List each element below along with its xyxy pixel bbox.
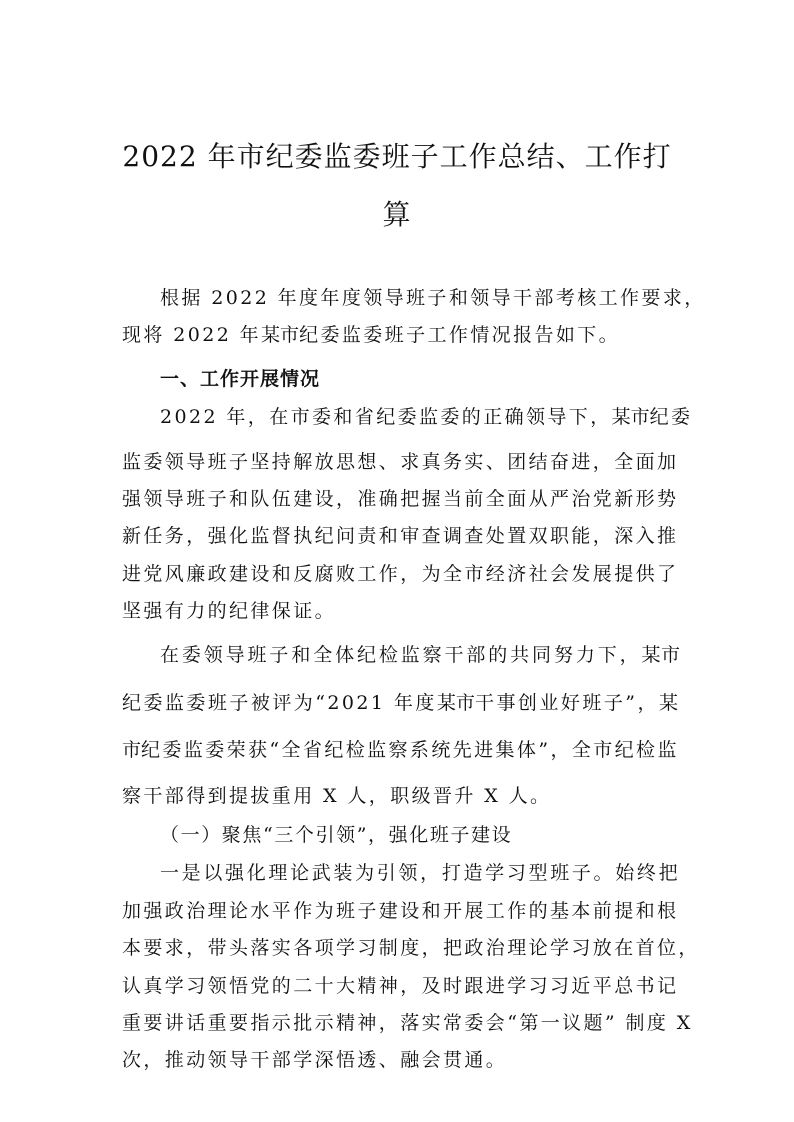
para1-line-5: 进党风廉政建设和反腐败工作，为全市经济社会发展提供了	[122, 563, 679, 585]
para2-line-4: 察干部得到提拔重用 X 人，职级晋升 X 人。	[122, 785, 552, 807]
para2-line-3	[122, 735, 678, 765]
document-title-line-2: 算	[382, 198, 412, 231]
para1-line-3: 强领导班子和队伍建设，准确把握当前全面从严治党新形势	[122, 488, 679, 510]
city-name-part: 某	[658, 692, 678, 714]
intro-line-2	[122, 320, 678, 350]
para3-line-5: 重要讲话重要指示批示精神，落实常委会“第一议题” 制度 X	[122, 1012, 693, 1034]
para-text: 纪委	[649, 406, 693, 428]
intro-text: 现将 2022 年	[122, 324, 262, 346]
city-name: 某市	[436, 692, 475, 714]
subsection-heading-1: （一）聚焦“三个引领”，强化班子建设	[160, 824, 513, 846]
para3-line-3: 本要求，带头落实各项学习制度，把政治理论学习放在首位，	[122, 937, 700, 959]
para2-line-1	[160, 640, 680, 670]
para3-line-6: 次，推动领导干部学深悟透、融会贯通。	[122, 1049, 508, 1071]
para-text: 纪委监委班子被评为“2021 年度	[122, 692, 437, 714]
city-name: 某市	[611, 406, 650, 428]
para-text: 在委领导班子和全体纪检监察干部的共同努力下，	[160, 644, 642, 666]
para1-line-4: 新任务，强化监督执纪问责和审查调查处置双职能，深入推	[122, 525, 679, 547]
para1-line-2: 监委领导班子坚持解放思想、求真务实、团结奋进，全面加	[122, 451, 679, 473]
para-text: 纪委监委荣获“全省纪检监察系统先进集体”，全市纪检监	[141, 739, 679, 761]
para2-line-2	[122, 688, 678, 718]
section-heading-1: 一、工作开展情况	[160, 368, 321, 390]
intro-line-1: 根据 2022 年度年度领导班子和领导干部考核工作要求，	[160, 287, 706, 309]
para-text: 干事创业好班子”，	[474, 692, 659, 714]
document-title-line-1: 2022 年市纪委监委班子工作总结、工作打	[122, 140, 672, 173]
para-text: 2022 年，在市委和省纪委监委的正确领导下，	[160, 406, 612, 428]
intro-text: 纪委监委班子工作情况报告如下。	[299, 324, 621, 346]
city-name: 某市	[261, 324, 300, 346]
para3-line-2: 加强政治理论水平作为班子建设和开展工作的基本前提和根	[122, 900, 679, 922]
para1-line-6: 坚强有力的纪律保证。	[122, 600, 337, 622]
para3-line-4: 认真学习领悟党的二十大精神，及时跟进学习习近平总书记	[122, 975, 679, 997]
city-name-part: 市	[122, 739, 142, 761]
para1-line-1	[160, 402, 693, 432]
city-name: 某市	[641, 644, 680, 666]
para3-line-1: 一是以强化理论武装为引领，打造学习型班子。始终把	[160, 862, 680, 884]
